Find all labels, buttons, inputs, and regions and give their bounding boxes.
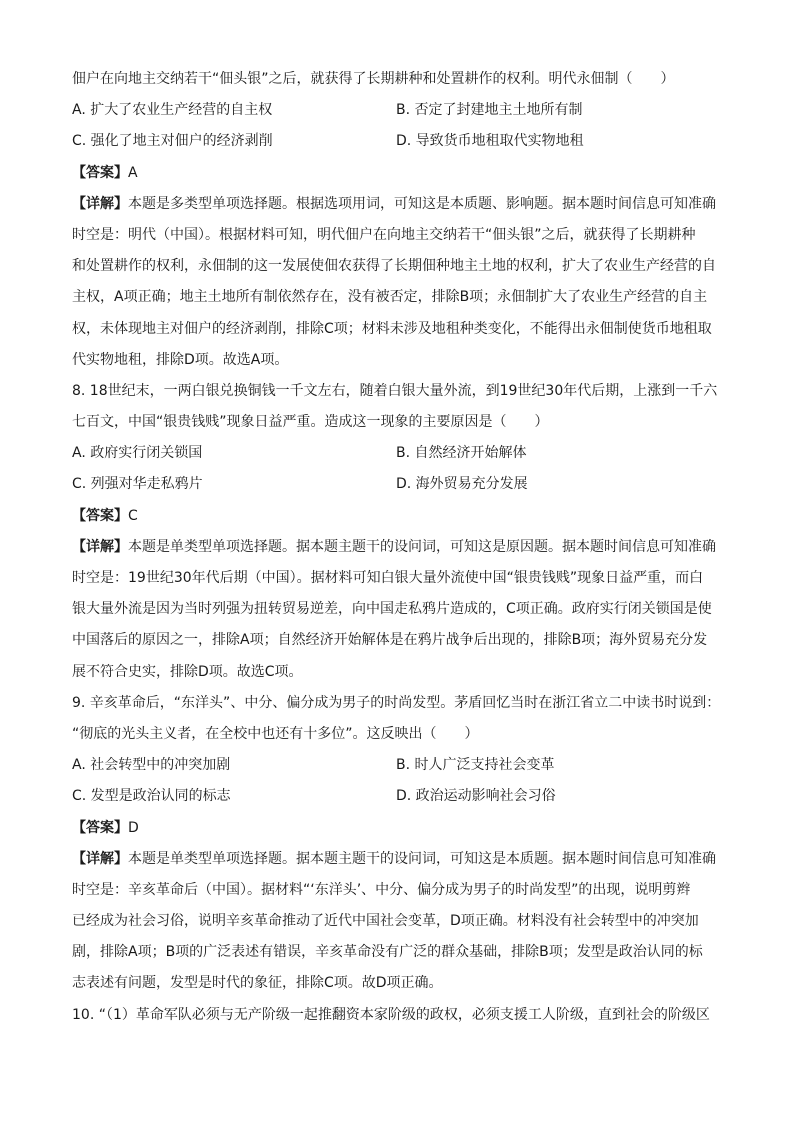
explanation-text: 本题是单类型单项选择题。据本题主题干的设问词，可知这是本质题。据本题时间信息可知准确 <box>128 850 716 867</box>
option-d: D. 导致货币地租取代实物地租 <box>396 133 584 150</box>
answer-value: A <box>128 164 138 181</box>
options-row <box>72 781 734 812</box>
options-row <box>72 750 734 781</box>
answer-value: C <box>128 507 138 524</box>
answer-line <box>72 813 734 844</box>
option-d: D. 海外贸易充分发展 <box>396 476 528 493</box>
question-stem-line: 8. 18世纪末，一两白银兑换铜钱一千文左右，随着白银大量外流，到19世纪30年代后期，上涨到一千六 <box>72 382 718 399</box>
explanation-line: 主权，A项正确；地主土地所有制依然存在，没有被否定，排除B项；永佃制扩大了农业生产经营的自主 <box>72 289 708 306</box>
answer-label: 【答案】 <box>72 164 128 181</box>
option-c: C. 列强对华走私鸦片 <box>72 476 203 493</box>
explanation-line: 时空是：明代（中国）。根据材料可知，明代佃户在向地主交纳若干“佃头银”之后，就获得了长期耕种 <box>72 226 696 243</box>
option-b: B. 否定了封建地主土地所有制 <box>396 102 583 119</box>
question-stem-line: 佃户在向地主交纳若干“佃头银”之后，就获得了长期耕种和处置耕作的权利。明代永佃制（ ） <box>72 71 675 87</box>
options-row <box>72 469 734 500</box>
option-c: C. 强化了地主对佃户的经济剥削 <box>72 133 273 150</box>
option-a: A. 政府实行闭关锁国 <box>72 445 203 462</box>
explanation-label: 【详解】 <box>72 538 128 555</box>
option-d: D. 政治运动影响社会习俗 <box>396 788 556 805</box>
options-row <box>72 126 734 157</box>
explanation-line <box>72 189 734 220</box>
answer-label: 【答案】 <box>72 819 128 836</box>
option-b: B. 时人广泛支持社会变革 <box>396 757 555 774</box>
question-stem-line: “彻底的光头主义者，在全校中也还有十多位”。这反映出（ ） <box>72 725 479 742</box>
question-10 <box>72 1000 734 1031</box>
explanation-line: 时空是：辛亥革命后（中国）。据材料“‘东洋头’、中分、偏分成为男子的时尚发型”的出现，说明剪辫 <box>72 881 691 898</box>
explanation-line <box>72 532 734 563</box>
answer-line <box>72 501 734 532</box>
explanation-line: 剧，排除A项；B项的广泛表述有错误，辛亥革命没有广泛的群众基础，排除B项；发型是政治认同的标 <box>72 944 703 961</box>
explanation-line: 中国落后的原因之一，排除A项；自然经济开始解体是在鸦片战争后出现的，排除B项；海外贸易充分发 <box>72 632 708 649</box>
option-a: A. 扩大了农业生产经营的自主权 <box>72 102 273 119</box>
options-row <box>72 438 734 469</box>
option-c: C. 发型是政治认同的标志 <box>72 788 231 805</box>
explanation-line: 和处置耕作的权利，永佃制的这一发展使佃农获得了长期佃种地主土地的权利，扩大了农业生产经营的自 <box>72 258 716 275</box>
explanation-line: 时空是：19世纪30年代后期（中国）。据材料可知白银大量外流使中国“银贵钱贱”现象日益严重，而白 <box>72 570 704 586</box>
options-row <box>72 95 734 126</box>
explanation-text: 本题是单类型单项选择题。据本题主题干的设问词，可知这是原因题。据本题时间信息可知准确 <box>128 538 716 555</box>
question-stem-line: 9. 辛亥革命后，“东洋头”、中分、偏分成为男子的时尚发型。茅盾回忆当时在浙江省立二中读书时说到： <box>72 694 721 711</box>
option-a: A. 社会转型中的冲突加剧 <box>72 757 231 774</box>
question-stem-line: 10. “（1）革命军队必须与无产阶级一起推翻资本家阶级的政权，必须支援工人阶级，直到社会的阶级区 <box>72 1006 710 1023</box>
option-b: B. 自然经济开始解体 <box>396 445 527 462</box>
explanation-line <box>72 844 734 875</box>
explanation-text: 本题是多类型单项选择题。根据选项用词，可知这是本质题、影响题。据本题时间信息可知准确 <box>128 195 716 212</box>
answer-value: D <box>128 819 139 836</box>
explanation-line: 志表述有问题，发型是时代的象征，排除C项。故D项正确。 <box>72 975 443 992</box>
explanation-line: 代实物地租，排除D项。故选A项。 <box>72 351 289 368</box>
explanation-label: 【详解】 <box>72 195 128 212</box>
answer-label: 【答案】 <box>72 507 128 524</box>
question-stem-line: 七百文，中国“银贵钱贱”现象日益严重。造成这一现象的主要原因是（ ） <box>72 414 549 431</box>
explanation-line: 展不符合史实，排除D项。故选C项。 <box>72 663 303 680</box>
explanation-label: 【详解】 <box>72 850 128 867</box>
answer-line <box>72 158 734 189</box>
explanation-line: 已经成为社会习俗，说明辛亥革命推动了近代中国社会变革，D项正确。材料没有社会转型中的冲突加 <box>72 913 699 930</box>
explanation-line: 银大量外流是因为当时列强为扭转贸易逆差，向中国走私鸦片造成的，C项正确。政府实行闭关锁国是使 <box>72 601 712 618</box>
question-9 <box>72 688 734 1000</box>
question-7 <box>72 64 734 376</box>
question-8 <box>72 376 734 688</box>
explanation-line: 权，未体现地主对佃户的经济剥削，排除C项；材料未涉及地租种类变化，不能得出永佃制使货币地租取 <box>72 320 712 337</box>
